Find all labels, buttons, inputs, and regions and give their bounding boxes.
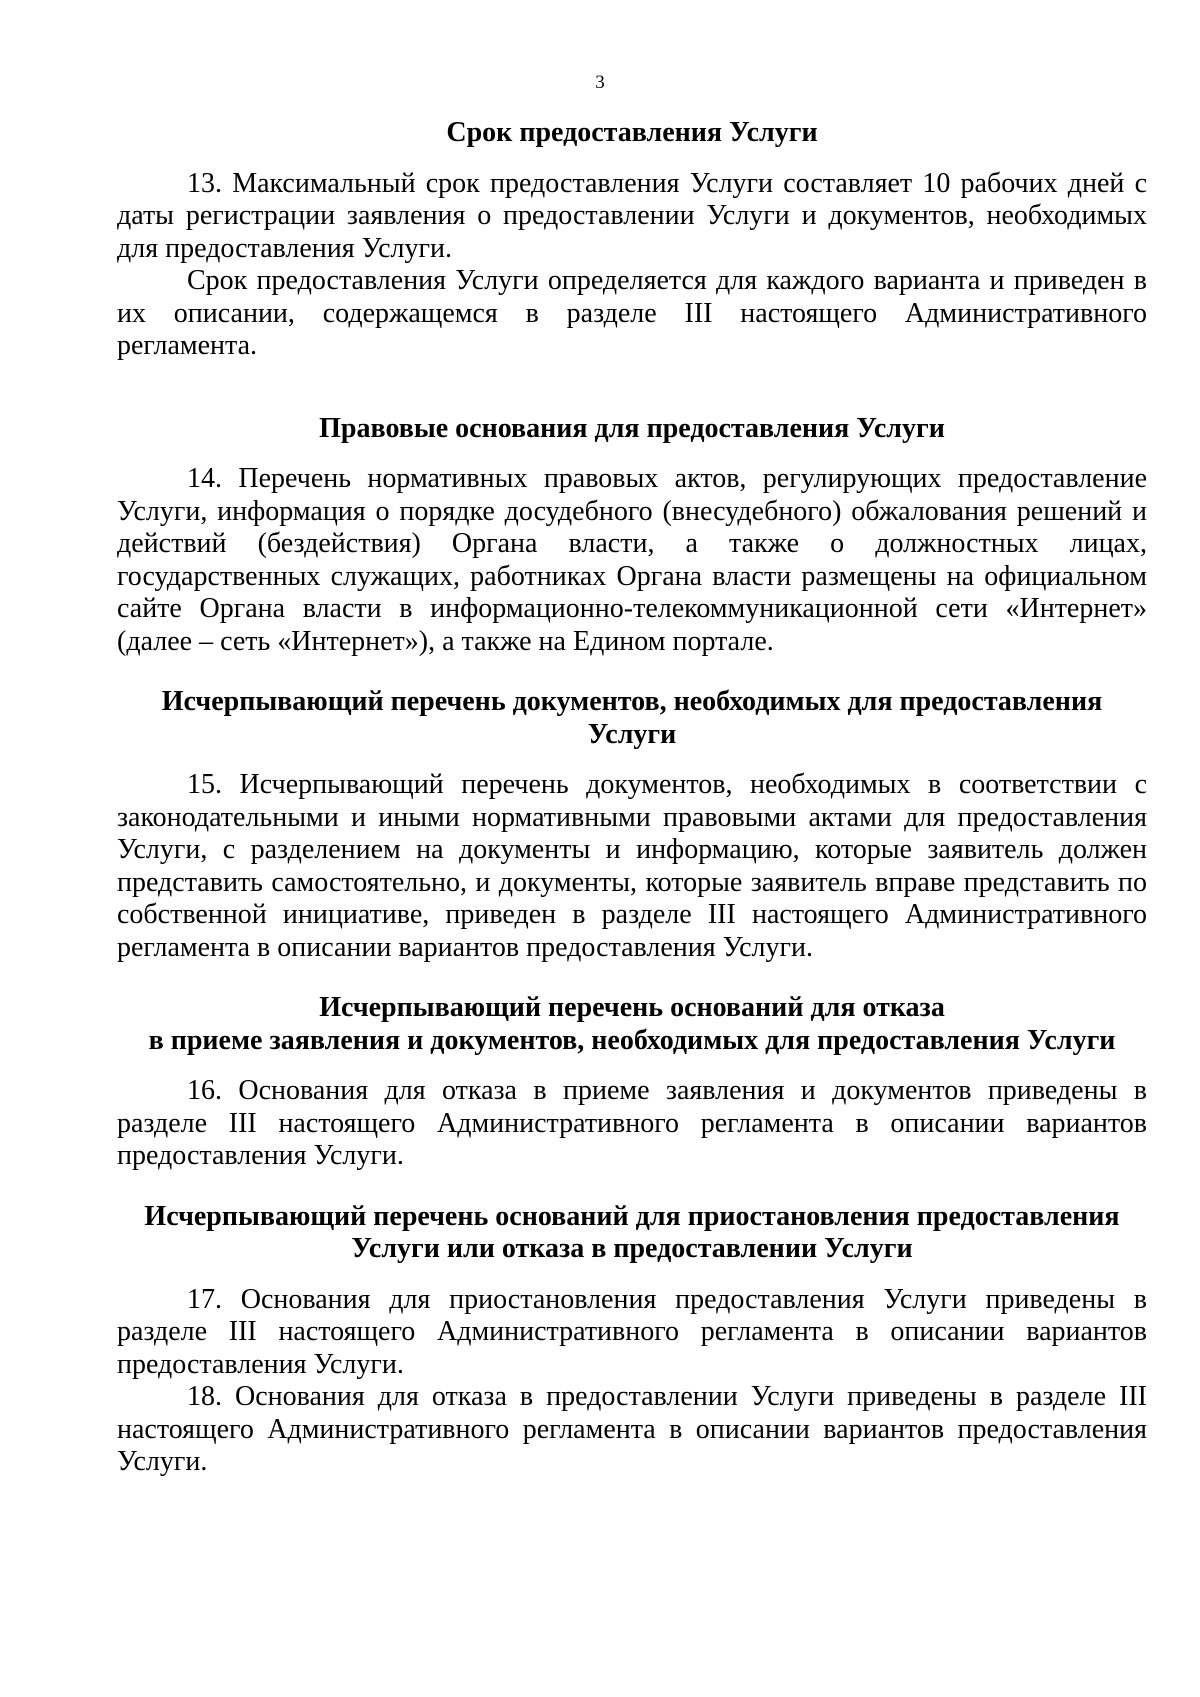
paragraph-13: 13. Максимальный срок предоставления Услуги составляет 10 рабочих дней с даты регистрации заявления о предоставлении Услуги и документов, необходимых для предоставления Услуги. [117,167,1147,264]
section-heading-service-term: Срок предоставления Услуги [446,117,818,148]
section-heading-refusal-grounds: Исчерпывающий перечень оснований для отказа в приеме заявления и документов, необходимых для предоставления Услуги [148,992,1116,1056]
section-heading-documents-list: Исчерпывающий перечень документов, необходимых для предоставления Услуги [161,686,1103,750]
section-heading-legal-basis: Правовые основания для предоставления Услуги [319,412,945,444]
paragraph-17: 17. Основания для приостановления предоставления Услуги приведены в разделе III настоящего Административного регламента в описании вариантов предоставления Услуги. [117,1283,1147,1380]
paragraph-16: 16. Основания для отказа в приеме заявления и документов приведены в разделе III настоящего Административного регламента в описании вариантов предоставления Услуги. [117,1075,1147,1171]
paragraph-18: 18. Основания для отказа в предоставлении Услуги приведены в разделе III настоящего Административного регламента в описании вариантов предоставления Услуги. [117,1381,1147,1477]
paragraph-15: 15. Исчерпывающий перечень документов, необходимых в соответствии с законодательными и иными нормативными правовыми актами для предоставления Услуги, с разделением на документы и информацию, которые заявитель должен представить самостоятельно, и документы, которые заявитель вправе представить по собственной инициативе, приведен в разделе III настоящего Административного регламента в описании вариантов предоставления Услуги. [117,769,1147,963]
document-body [117,117,1147,1479]
paragraph-14: 14. Перечень нормативных правовых актов, регулирующих предоставление Услуги, информация о порядке досудебного (внесудебного) обжалования решений и действий (бездействия) Органа власти, а также о должностных лицах, государственных служащих, работниках Органа власти размещены на официальном сайте Органа власти в информационно-телекоммуникационной сети «Интернет» (далее – сеть «Интернет»), а также на Едином портале. [117,463,1147,657]
paragraph-13-continued: Срок предоставления Услуги определяется для каждого варианта и приведен в их описании, содержащемся в разделе III настоящего Административного регламента. [117,265,1147,361]
section-heading-suspension-grounds: Исчерпывающий перечень оснований для приостановления предоставления Услуги или отказа в предоставлении Услуги [144,1200,1120,1264]
page-number: 3 [595,72,605,93]
